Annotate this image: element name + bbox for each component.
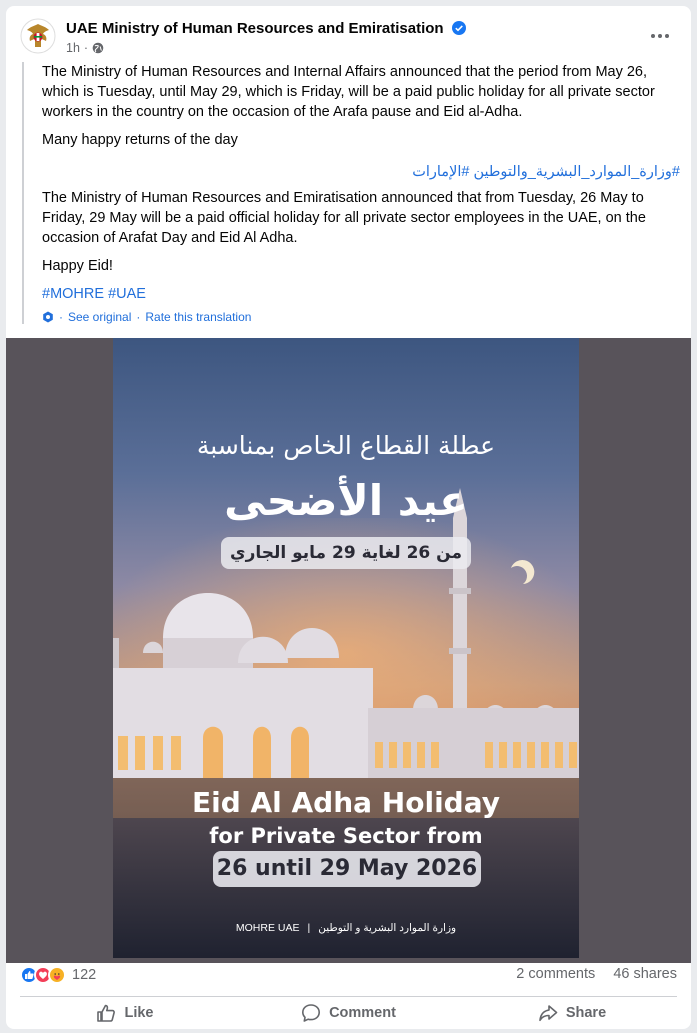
post-actions xyxy=(20,996,677,1026)
translation-separator: · xyxy=(59,310,63,324)
globe-icon[interactable] xyxy=(92,42,104,54)
share-arrow-icon xyxy=(538,1003,558,1023)
hashtag-uae[interactable]: #UAE xyxy=(108,286,146,302)
more-options-button[interactable] xyxy=(647,26,673,46)
page-name[interactable] xyxy=(66,20,466,37)
speech-bubble-icon xyxy=(301,1003,321,1023)
image-footer xyxy=(113,922,579,934)
comment-label: Comment xyxy=(329,1005,396,1021)
post-card xyxy=(6,6,691,1029)
reactions-summary[interactable] xyxy=(20,966,96,984)
hashtags xyxy=(42,284,682,304)
post-image-container[interactable] xyxy=(6,338,691,963)
image-footer-ar: وزارة الموارد البشرية و التوطين xyxy=(318,922,457,934)
comment-button[interactable] xyxy=(244,1000,454,1026)
post-header xyxy=(6,6,691,64)
reaction-count[interactable]: 122 xyxy=(72,967,97,983)
see-original-link[interactable]: See original xyxy=(68,310,132,324)
translate-icon xyxy=(42,311,54,323)
comments-count[interactable]: 2 comments xyxy=(516,966,596,982)
rate-translation-link[interactable]: Rate this translation xyxy=(145,310,252,324)
post-image[interactable] xyxy=(113,338,579,958)
image-arabic-line2: عيد الأضحى xyxy=(224,476,468,525)
image-footer-en: MOHRE UAE xyxy=(235,922,300,934)
thumbs-up-icon xyxy=(96,1003,116,1023)
care-reaction-icon xyxy=(48,966,66,984)
shares-count[interactable]: 46 shares xyxy=(613,966,677,982)
post-meta xyxy=(66,41,104,55)
image-arabic-line1: عطلة القطاع الخاص بمناسبة xyxy=(196,431,496,460)
image-english-title: Eid Al Adha Holiday xyxy=(191,786,500,819)
post-paragraph: The Ministry of Human Resources and Internal Affairs announced that the period from May 26, which is Tuesday, until May 29, which is Friday, will be a paid public holiday for all private sector workers in the country on the occasion of the Arafa pause and Eid al-Adha. xyxy=(42,64,655,120)
uae-emblem-icon[interactable] xyxy=(20,18,56,54)
engagement-counts xyxy=(502,966,677,982)
post-paragraph: Many happy returns of the day xyxy=(42,132,238,148)
post-stats xyxy=(20,964,677,988)
image-arabic-dates: من 26 لغاية 29 مايو الجاري xyxy=(221,537,471,569)
hashtag-mohre[interactable]: #MOHRE xyxy=(42,286,105,302)
post-paragraph: Happy Eid! xyxy=(42,258,113,274)
like-button[interactable] xyxy=(20,1000,230,1026)
translation-separator: · xyxy=(136,310,141,324)
post-time[interactable]: 1h xyxy=(66,41,80,55)
post-body xyxy=(22,62,682,324)
like-label: Like xyxy=(124,1005,154,1021)
post-paragraph: The Ministry of Human Resources and Emiratisation announced that from Tuesday, 26 May to Friday, 29 May will be a paid official holiday for all private sector employees in the UAE, on the occasion of Arafat Day and Eid Al Adha. xyxy=(42,190,646,246)
more-dots-icon xyxy=(651,34,655,38)
page-name-text[interactable]: UAE Ministry of Human Resources and Emiratisation xyxy=(66,20,444,37)
meta-separator: · xyxy=(83,41,89,55)
verified-badge-icon xyxy=(452,21,466,35)
share-label: Share xyxy=(565,1005,607,1021)
translation-bar xyxy=(42,310,682,324)
image-english-subtitle: for Private Sector from xyxy=(209,824,483,848)
arabic-hashtags[interactable]: #وزارة_الموارد_البشرية_والتوطين #الإمارات xyxy=(412,164,680,180)
image-english-dates: 26 until 29 May 2026 xyxy=(213,851,481,887)
share-button[interactable] xyxy=(467,1000,677,1026)
image-footer-separator: | xyxy=(307,922,311,934)
